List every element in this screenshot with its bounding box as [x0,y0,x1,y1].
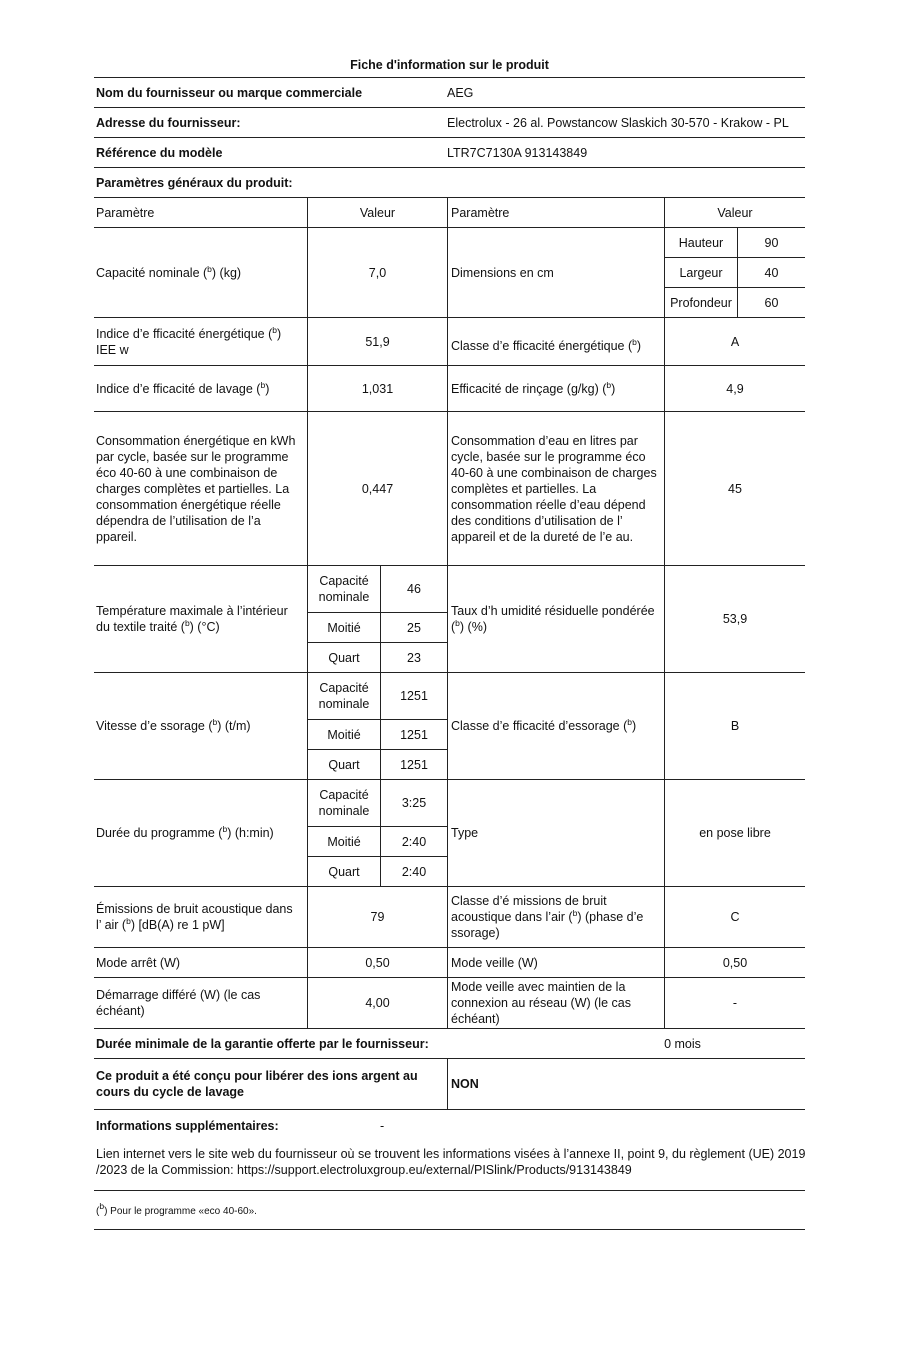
spin-class-label: Classe d’e fficacité d’essorage ($^b$) [451,717,637,733]
spin-speed-label: Vitesse d’e ssorage ($^b$) (t/m) [96,717,251,733]
spin-half-value: 1251 [400,727,428,742]
model-value: LTR7C7130A 913143849 [447,145,588,160]
washing-index-value: 1,031 [361,381,394,396]
header-value-left: Valeur [359,205,396,220]
duration-quarter-label: Quart [328,864,360,879]
energy-class-label: Classe d’e fficacité énergétique ($^b$) [451,336,642,353]
model-label: Référence du modèle [96,145,223,160]
energy-class-value: A [730,334,740,349]
warranty-label: Durée minimale de la garantie offerte par le fournisseur: [96,1036,429,1051]
standby-label: Mode veille (W) [451,955,538,970]
off-mode-value: 0,50 [365,955,390,970]
header-param-left: Paramètre [96,205,155,220]
address-value: Electrolux - 26 al. Powstancow Slaskich 30-570 - Krakow - PL [447,115,789,130]
noise-class-value: C [730,910,740,924]
width-label: Largeur [679,265,723,280]
temp-quarter-label: Quart [328,650,360,665]
temperature-label: Température maximale à l’intérieur du textile traité ($^b$) (°C) [96,604,288,634]
noise-value: 79 [370,910,385,924]
supplier-value: AEG [447,85,474,100]
page-title: Fiche d'information sur le produit [350,58,549,72]
supplier-label: Nom du fournisseur ou marque commerciale [96,85,363,100]
standby-value: 0,50 [722,955,748,970]
general-params-label: Paramètres généraux du produit: [96,175,293,190]
type-label: Type [451,826,479,840]
temp-full-label: Capacité nominale [318,574,370,604]
humidity-value: 53,9 [722,612,748,626]
depth-value: 60 [764,295,779,310]
spin-full-label: Capacité nominale [318,681,370,711]
water-consumption-label: Consommation d’eau en litres par cycle, basée sur le programme éco 40-60 à une combinaison de charges complètes et partielles. La consommation réelle d’eau dépend des conditions d’utilisation de l’ appareil et de la dureté de l’e au. [451,433,657,544]
off-mode-label: Mode arrêt (W) [96,955,181,970]
washing-index-label: Indice d’e fficacité de lavage ($^b$) [96,379,270,396]
extra-info-value: - [380,1118,385,1133]
capacity-label: Capacité nominale ($^b$) (kg) [96,263,242,280]
duration-half-label: Moitié [327,834,361,849]
humidity-label: Taux d’h umidité résiduelle pondérée ($^b$) (%) [451,604,655,634]
spin-quarter-label: Quart [328,757,360,772]
rinse-label: Efficacité de rinçage (g/kg) ($^b$) [451,379,616,396]
warranty-value: 0 mois [664,1036,701,1051]
header-value-right: Valeur [717,205,753,220]
duration-half-value: 2:40 [401,834,427,849]
height-value: 90 [764,235,779,250]
width-value: 40 [764,265,779,280]
duration-label: Durée du programme ($^b$) (h:min) [96,824,274,840]
temp-half-label: Moitié [327,620,361,635]
iee-label: Indice d’e fficacité énergétique ($^b$) IEE w [96,324,282,357]
rinse-value: 4,9 [726,381,744,396]
supplier-link-text: Lien internet vers le site web du fournisseur où se trouvent les informations visées à l’annexe II, point 9, du règlement (UE) 2019 /2023 de la Commission: https://support.electroluxgroup.eu/external/PISlink/Products/913143849 [96,1147,806,1177]
noise-label: Émissions de bruit acoustique dans l’ air ($^b$) [dB(A) re 1 pW] [96,902,293,932]
height-label: Hauteur [678,235,724,250]
footnote: ($^b$) Pour le programme «eco 40-60». [96,1201,257,1217]
duration-full-value: 3:25 [401,796,427,810]
silver-ions-value: NON [451,1077,479,1091]
silver-ions-label: Ce produit a été conçu pour libérer des ions argent au cours du cycle de lavage [96,1069,418,1099]
type-value: en pose libre [699,826,771,840]
delayed-start-value: 4,00 [365,996,390,1010]
temp-half-value: 25 [407,620,421,635]
dimensions-label: Dimensions en cm [451,265,554,280]
delayed-start-label: Démarrage différé (W) (le cas échéant) [96,988,261,1018]
noise-class-label: Classe d’é missions de bruit acoustique dans l’air ($^b$) (phase d’e ssorage) [451,894,644,940]
duration-quarter-value: 2:40 [401,864,427,879]
spin-full-value: 1251 [400,689,428,703]
duration-full-label: Capacité nominale [318,788,370,818]
spin-quarter-value: 1251 [400,757,428,772]
capacity-value: 7,0 [368,265,387,280]
depth-label: Profondeur [670,295,732,310]
water-consumption-value: 45 [728,481,742,496]
header-param-right: Paramètre [451,205,510,220]
temp-full-value: 46 [407,582,421,596]
extra-info-label: Informations supplémentaires: [96,1118,279,1133]
energy-consumption-value: 0,447 [361,481,394,496]
energy-consumption-label: Consommation énergétique en kWh par cycle, basée sur le programme éco 40-60 à une combinaison de charges complètes et partielles. La consommation énergétique réelle dépendra de l’utilisation de l’a ppareil. [96,433,296,544]
network-standby-value: - [732,996,738,1010]
iee-value: 51,9 [365,334,390,349]
temp-quarter-value: 23 [407,650,421,665]
address-label: Adresse du fournisseur: [96,115,241,130]
spin-half-label: Moitié [327,727,361,742]
spin-class-value: B [730,719,740,733]
network-standby-label: Mode veille avec maintien de la connexion au réseau (W) (le cas échéant) [451,980,631,1026]
